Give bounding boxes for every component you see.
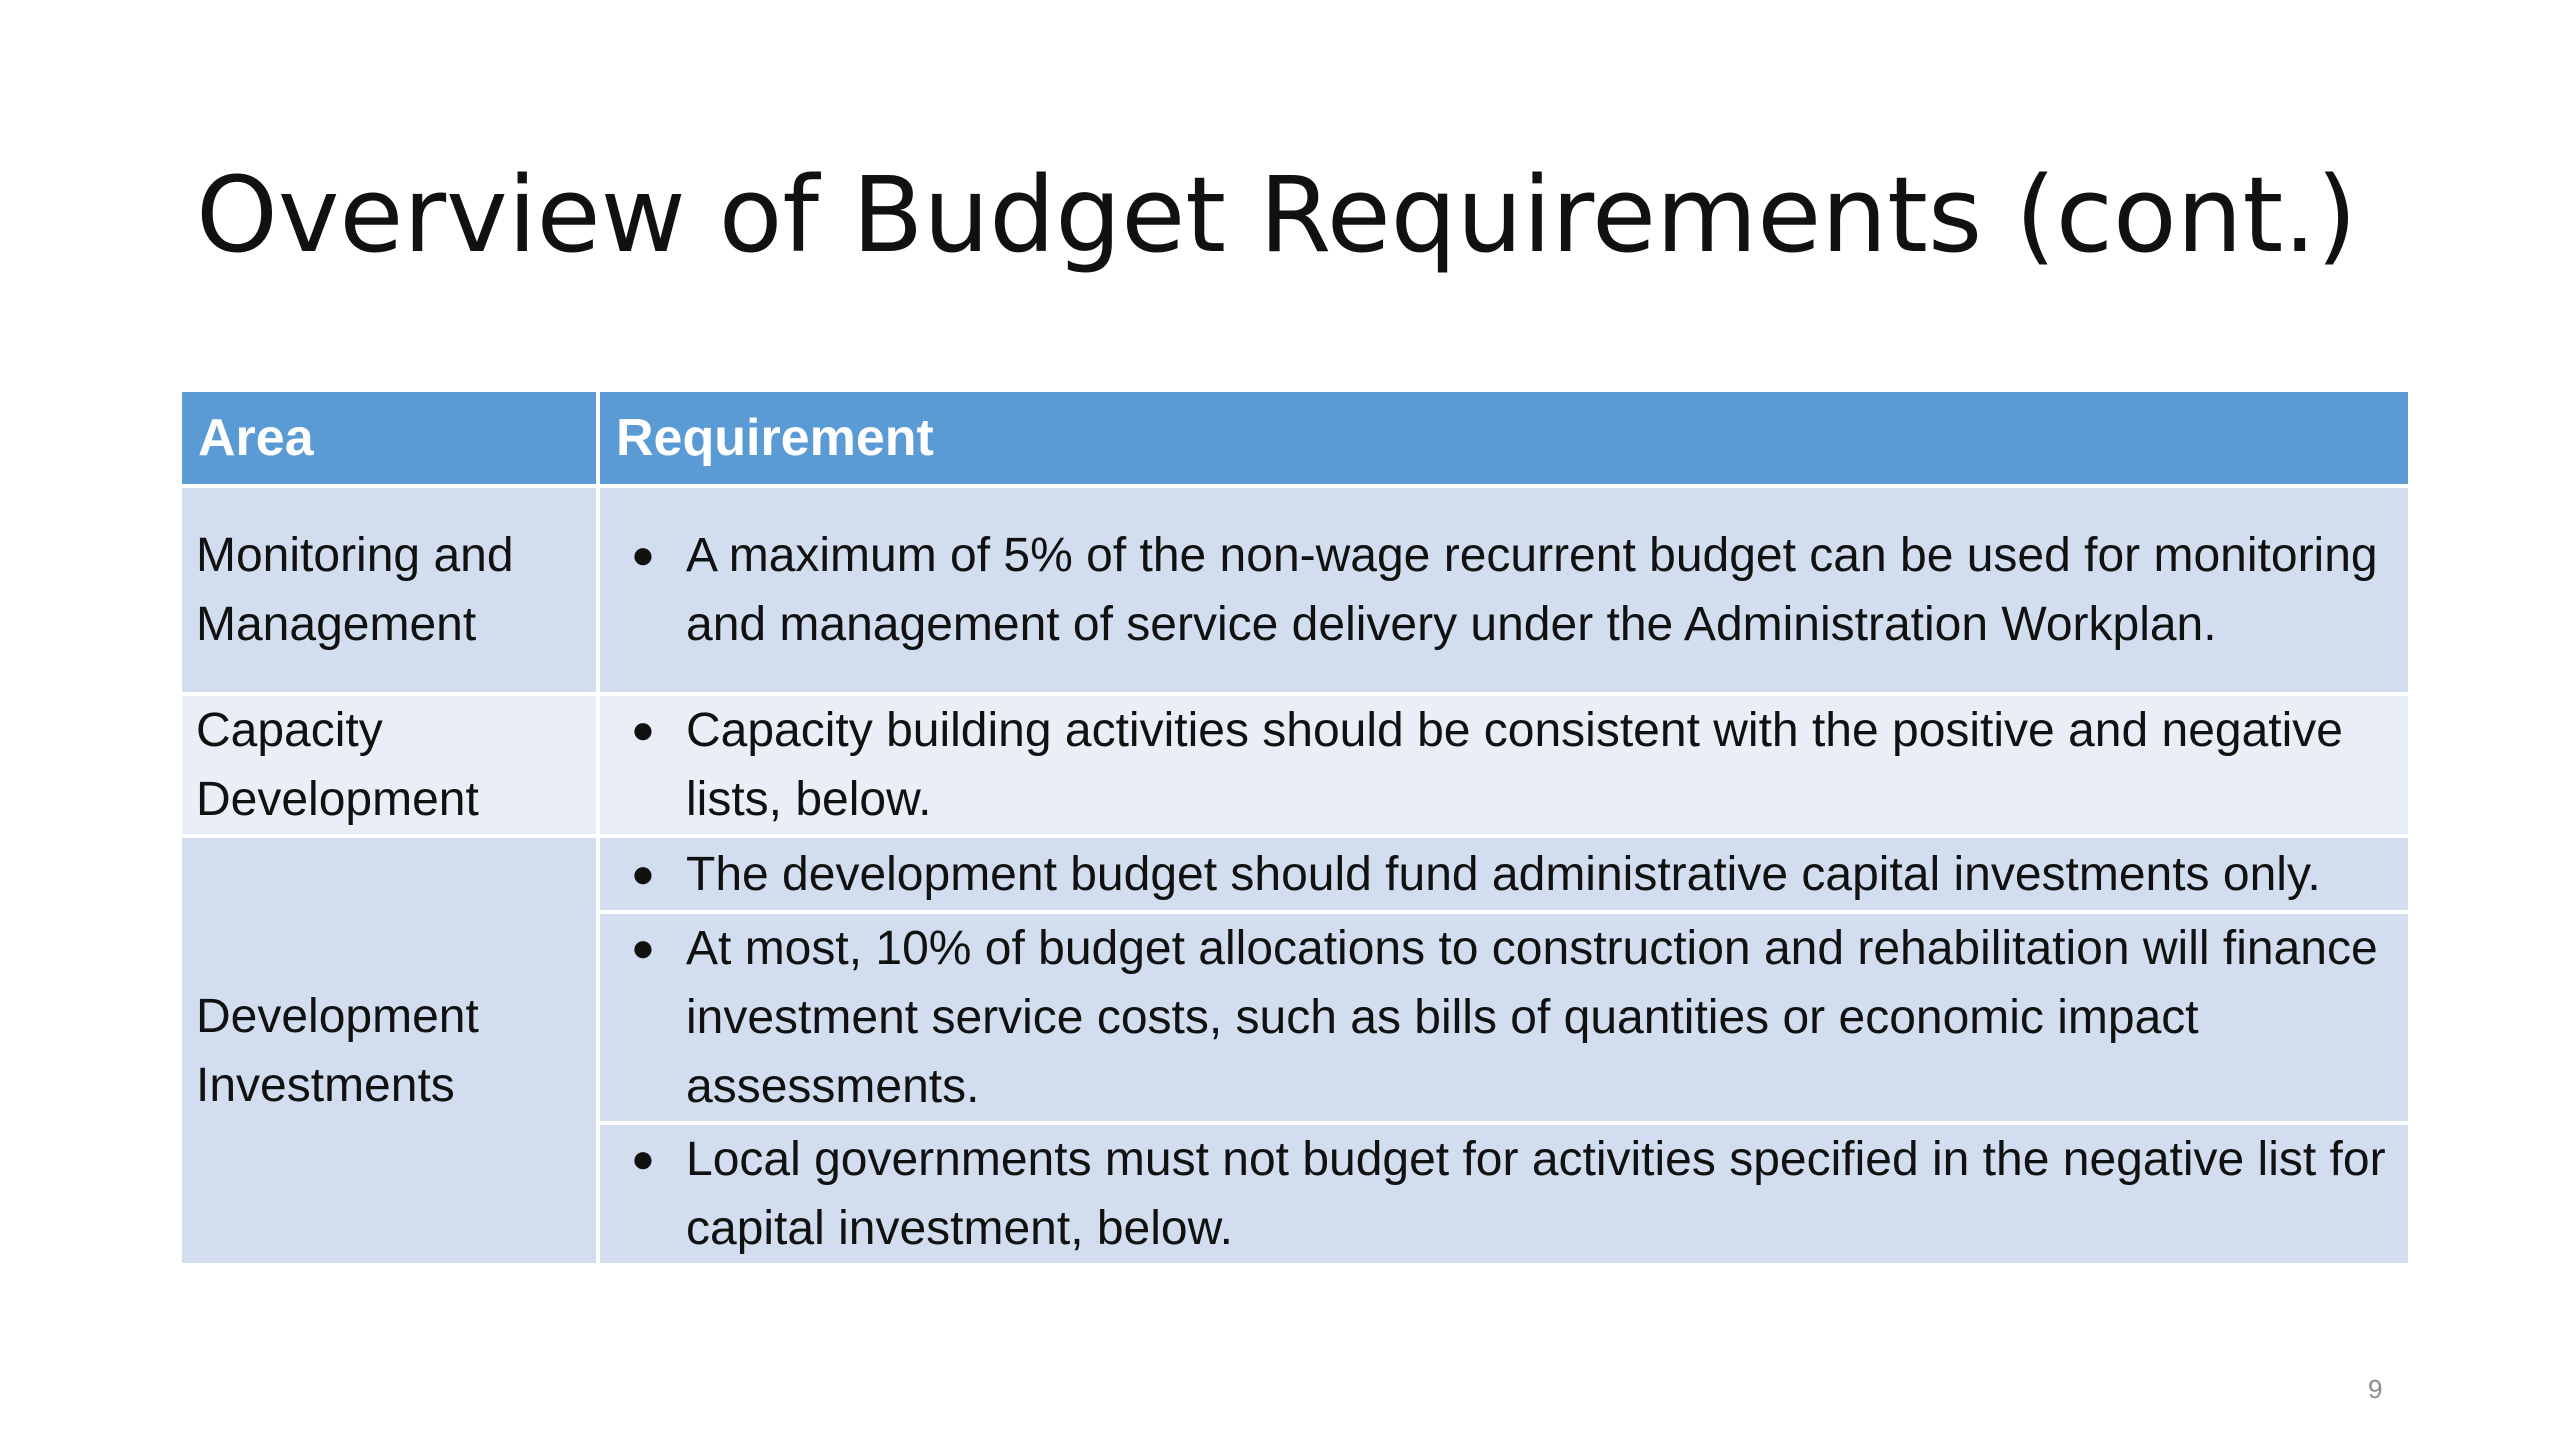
requirement-text: Capacity building activities should be consistent with the positive and negative lists, below. (686, 704, 2343, 826)
requirements-table (178, 388, 2412, 1267)
table-row (180, 694, 2410, 836)
column-header-requirement: Requirement (598, 390, 2410, 486)
requirement-text: Local governments must not budget for activities specified in the negative list for capital investment, below. (686, 1133, 2386, 1255)
requirement-item (600, 1125, 2408, 1263)
requirement-cell (598, 486, 2410, 694)
requirement-item (600, 696, 2408, 834)
requirement-cell (598, 694, 2410, 836)
bullet-icon: ● (630, 533, 656, 577)
requirement-cell (598, 912, 2410, 1123)
table-header-row (180, 390, 2410, 486)
requirement-cell (598, 1123, 2410, 1265)
area-cell: Capacity Development (180, 694, 598, 836)
bullet-icon: ● (630, 851, 656, 896)
bullet-icon: ● (630, 1137, 656, 1181)
bullet-icon: ● (630, 708, 656, 752)
bullet-icon: ● (630, 926, 656, 970)
requirement-item (600, 521, 2408, 659)
requirement-cell (598, 836, 2410, 912)
column-header-area: Area (180, 390, 598, 486)
area-cell: Development Investments (180, 836, 598, 1265)
page-number: 9 (2368, 1374, 2383, 1404)
table-row (180, 836, 2410, 912)
slide-title: Overview of Budget Requirements (cont.) (196, 154, 2357, 276)
requirement-text: A maximum of 5% of the non-wage recurrent budget can be used for monitoring and management of service delivery under the Administration Workplan. (686, 529, 2378, 651)
table-row (180, 486, 2410, 694)
requirement-text: At most, 10% of budget allocations to construction and rehabilitation will finance investment service costs, such as bills of quantities or economic impact assessments. (686, 922, 2378, 1113)
requirement-item (600, 914, 2408, 1121)
requirement-item (600, 840, 2408, 909)
requirement-text: The development budget should fund administrative capital investments only. (686, 847, 2321, 901)
area-cell: Monitoring and Management (180, 486, 598, 694)
